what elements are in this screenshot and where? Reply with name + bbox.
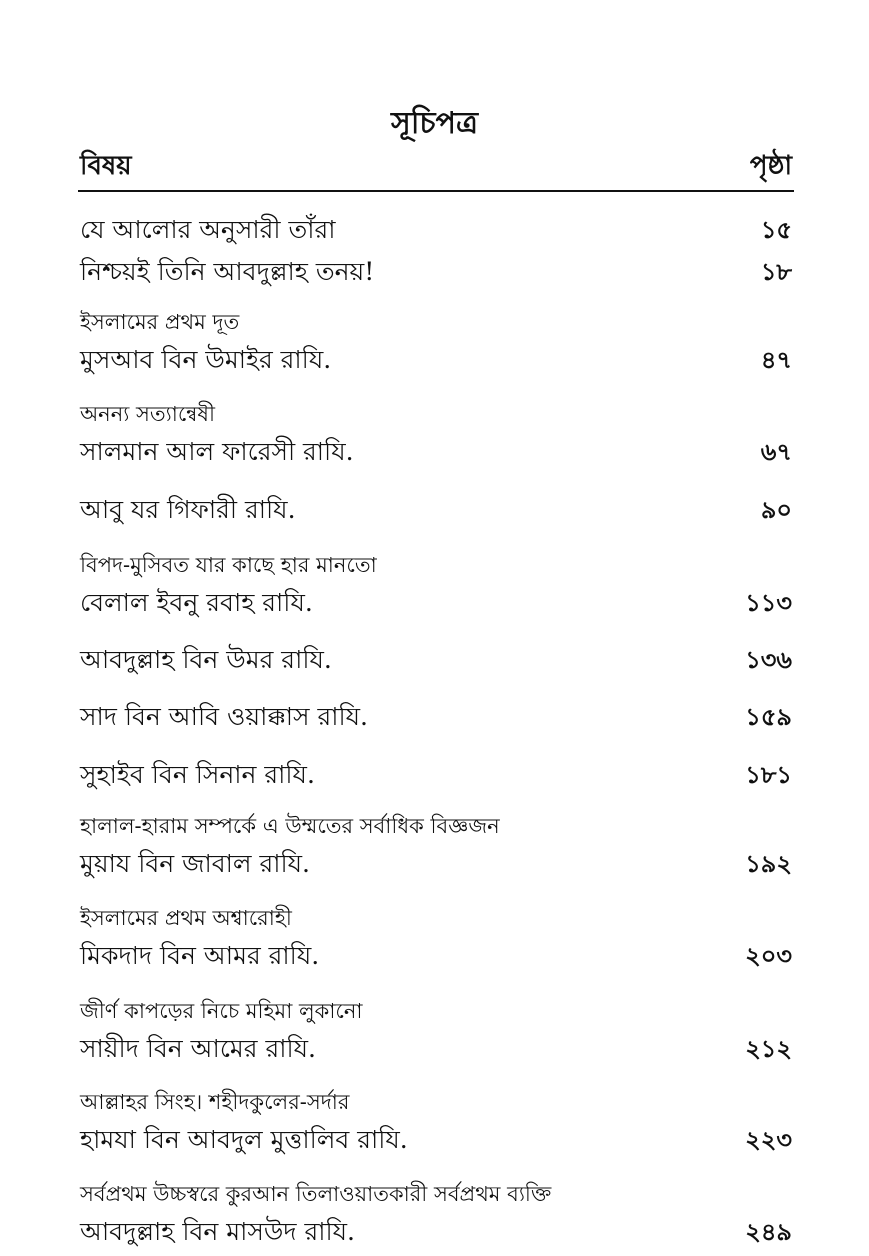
entry-name: আবু যর গিফারী রাযি. bbox=[80, 495, 296, 524]
entry-page-number: ১৮১ bbox=[745, 760, 792, 789]
toc-entry bbox=[80, 757, 792, 793]
toc-entry bbox=[80, 553, 792, 621]
entry-subtitle: জীর্ণ কাপড়ের নিচে মহিমা লুকানো bbox=[80, 999, 363, 1023]
entry-name: সায়ীদ বিন আমের রাযি. bbox=[80, 1034, 316, 1063]
toc-entry bbox=[80, 254, 792, 290]
entry-subtitle: হালাল-হারাম সম্পর্কে এ উম্মতের সর্বাধিক বিজ্ঞজন bbox=[80, 814, 500, 838]
toc-header bbox=[80, 148, 792, 188]
entry-subtitle: ইসলামের প্রথম দূত bbox=[80, 310, 240, 334]
toc-entry bbox=[80, 1182, 792, 1250]
entry-page-number: ২৪৯ bbox=[745, 1217, 792, 1246]
toc-entry bbox=[80, 642, 792, 678]
toc-entry bbox=[80, 492, 792, 528]
entry-page-number: ১৫৯ bbox=[745, 702, 792, 731]
subject-column-header: বিষয় bbox=[80, 151, 132, 181]
entry-subtitle: সর্বপ্রথম উচ্চস্বরে কুরআন তিলাওয়াতকারী সর্বপ্রথম ব্যক্তি bbox=[80, 1182, 552, 1206]
entry-page-number: ১৯২ bbox=[745, 849, 792, 878]
page-title: সূচিপত্র bbox=[391, 106, 478, 141]
entry-name: সাদ বিন আবি ওয়াক্কাস রাযি. bbox=[80, 702, 368, 731]
toc-entry bbox=[80, 1090, 792, 1158]
toc-entry bbox=[80, 814, 792, 882]
toc-entry bbox=[80, 212, 792, 248]
entry-page-number: ৪৭ bbox=[760, 345, 792, 374]
entry-page-number: ১১৩ bbox=[745, 588, 792, 617]
entry-page-number: ২১২ bbox=[745, 1034, 792, 1063]
entry-name: মুসআব বিন উমাইর রাযি. bbox=[80, 345, 332, 374]
entry-name: আবদুল্লাহ বিন মাসউদ রাযি. bbox=[80, 1217, 355, 1246]
entry-name: সুহাইব বিন সিনান রাযি. bbox=[80, 760, 315, 789]
entry-page-number: ২২৩ bbox=[745, 1125, 792, 1154]
entry-name: বেলাল ইবনু রবাহ রাযি. bbox=[80, 588, 313, 617]
entry-page-number: ১৫ bbox=[760, 215, 792, 244]
entry-name: সালমান আল ফারেসী রাযি. bbox=[80, 437, 354, 466]
entry-page-number: ১৮ bbox=[760, 257, 792, 286]
entry-page-number: ৬৭ bbox=[760, 437, 792, 466]
entry-name: মুয়ায বিন জাবাল রাযি. bbox=[80, 849, 310, 878]
page-column-header: পৃষ্ঠা bbox=[749, 151, 792, 181]
entry-name: নিশ্চয়ই তিনি আবদুল্লাহ তনয়! bbox=[80, 257, 375, 286]
entry-name: যে আলোর অনুসারী তাঁরা bbox=[80, 215, 336, 244]
toc-entry bbox=[80, 310, 792, 378]
entry-subtitle: অনন্য সত্যান্বেষী bbox=[80, 402, 215, 426]
entry-name: হামযা বিন আবদুল মুত্তালিব রাযি. bbox=[80, 1125, 408, 1154]
entry-name: আবদুল্লাহ বিন উমর রাযি. bbox=[80, 645, 332, 674]
toc-entry bbox=[80, 999, 792, 1067]
entry-page-number: ১৩৬ bbox=[745, 645, 792, 674]
entry-page-number: ২০৩ bbox=[745, 941, 792, 970]
header-divider bbox=[78, 190, 794, 192]
entry-page-number: ৯০ bbox=[760, 495, 792, 524]
toc-entry bbox=[80, 906, 792, 974]
toc-entry bbox=[80, 402, 792, 470]
entry-subtitle: ইসলামের প্রথম অশ্বারোহী bbox=[80, 906, 292, 930]
entry-subtitle: আল্লাহর সিংহ। শহীদকুলের-সর্দার bbox=[80, 1090, 350, 1114]
entry-name: মিকদাদ বিন আমর রাযি. bbox=[80, 941, 320, 970]
entry-subtitle: বিপদ-মুসিবত যার কাছে হার মানতো bbox=[80, 553, 377, 577]
toc-entry bbox=[80, 699, 792, 735]
